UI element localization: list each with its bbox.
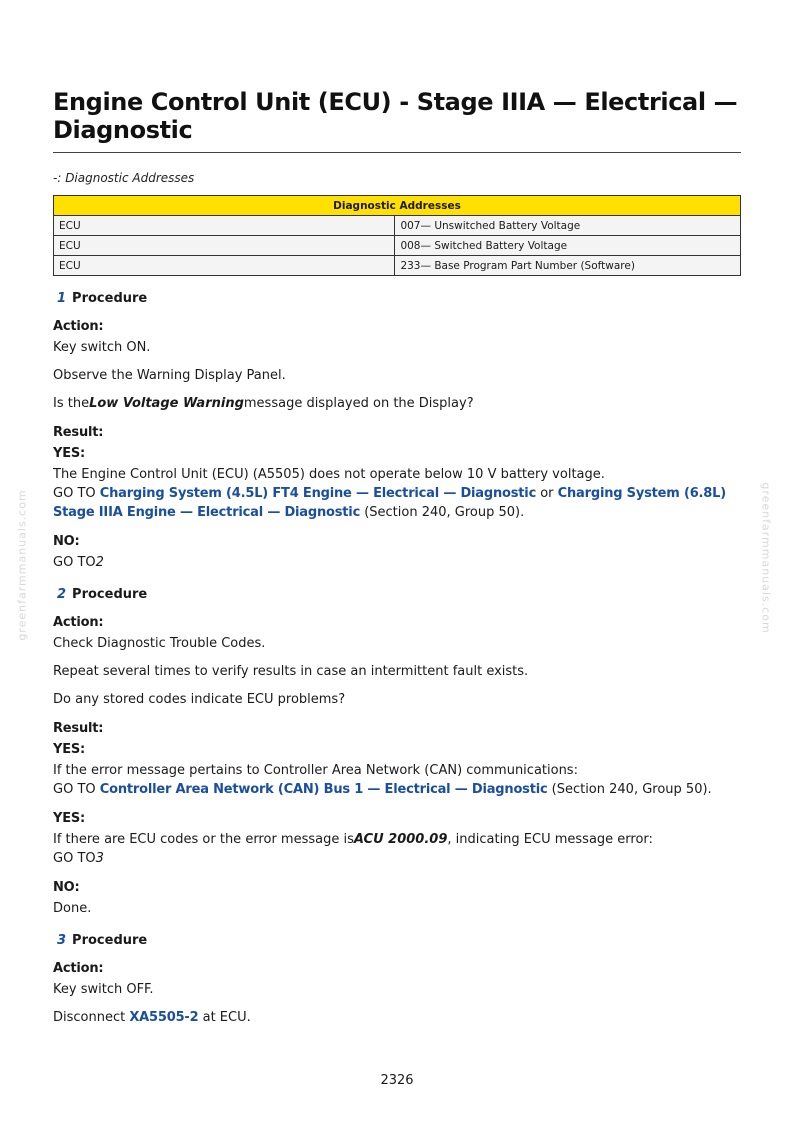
table-row: [54, 216, 741, 236]
result-label: Result:: [53, 425, 104, 440]
error-code-term: ACU 2000.09: [353, 832, 448, 847]
connector-xa5505-2-link[interactable]: XA5505-2: [129, 1010, 199, 1025]
table-row: [54, 256, 741, 276]
action-label: Action:: [53, 615, 104, 630]
step-3-action-1: Key switch OFF.: [53, 982, 154, 997]
page-title-line-1: Engine Control Unit (ECU) - Stage IIIA — Electrical —: [53, 88, 738, 116]
step-1-no-text: [53, 553, 741, 572]
section-subtitle: -: Diagnostic Addresses: [53, 171, 195, 185]
table-cell-address: 233— Base Program Part Number (Software): [395, 256, 741, 276]
diagnostic-addresses-table: [53, 195, 741, 276]
step-2-yes-2-text: [53, 830, 741, 868]
step-2-action-3: Do any stored codes indicate ECU problems?: [53, 692, 346, 707]
table-header: Diagnostic Addresses: [54, 196, 741, 216]
goto-text: GO TO: [53, 486, 100, 501]
step-3-action-2: [53, 1008, 741, 1027]
step-number: 1: [57, 291, 67, 306]
charging-system-6-8l-link[interactable]: Charging System (6.8L) Stage IIIA Engine — Electrical — Diagnostic: [53, 486, 726, 520]
step-2-action-2: Repeat several times to verify results in case an intermittent fault exists.: [53, 664, 529, 679]
yes-label: YES:: [53, 742, 86, 757]
step-1-action-2: Observe the Warning Display Panel.: [53, 368, 286, 383]
no-label: NO:: [53, 534, 80, 549]
step-2-action-1: Check Diagnostic Trouble Codes.: [53, 636, 266, 651]
disconnect-text-tail: at ECU.: [198, 1010, 251, 1025]
table-row: [54, 236, 741, 256]
watermark-right: greenfarmmanuals.com: [759, 482, 773, 634]
step-1-action-1: Key switch ON.: [53, 340, 151, 355]
yes-label: YES:: [53, 811, 86, 826]
step-3-heading: [53, 933, 741, 949]
table-cell-module: ECU: [54, 216, 395, 236]
action-label: Action:: [53, 961, 104, 976]
page-title-line-2: Diagnostic: [53, 116, 193, 144]
table-cell-address: 008— Switched Battery Voltage: [395, 236, 741, 256]
step-1-question: [53, 394, 741, 413]
document-page: [53, 88, 741, 1027]
page-title: [53, 88, 741, 144]
step-2-heading: [53, 587, 741, 603]
action-label: Action:: [53, 319, 104, 334]
watermark-left: greenfarmmanuals.com: [15, 489, 29, 641]
yes-description: The Engine Control Unit (ECU) (A5505) does not operate below 10 V battery voltage.: [53, 467, 605, 482]
table-cell-address: 007— Unswitched Battery Voltage: [395, 216, 741, 236]
section-reference: (Section 240, Group 50).: [547, 782, 712, 797]
yes-description: If the error message pertains to Controller Area Network (CAN) communications:: [53, 763, 578, 778]
question-text-tail: message displayed on the Display?: [243, 396, 474, 411]
yes-label: YES:: [53, 446, 86, 461]
section-reference: (Section 240, Group 50).: [360, 505, 525, 520]
goto-step-target[interactable]: 3: [95, 851, 104, 866]
step-heading-label: Procedure: [72, 291, 148, 306]
step-number: 3: [57, 933, 67, 948]
disconnect-text: Disconnect: [53, 1010, 130, 1025]
table-cell-module: ECU: [54, 236, 395, 256]
step-heading-label: Procedure: [72, 933, 148, 948]
charging-system-4-5l-link[interactable]: Charging System (4.5L) FT4 Engine — Electrical — Diagnostic: [99, 486, 537, 501]
step-1-yes-text: [53, 465, 741, 522]
yes-description-tail: , indicating ECU message error:: [447, 832, 653, 847]
title-divider: [53, 152, 741, 153]
or-text: or: [536, 486, 558, 501]
low-voltage-warning-term: Low Voltage Warning: [89, 396, 244, 411]
goto-text: GO TO: [53, 851, 96, 866]
step-heading-label: Procedure: [72, 587, 148, 602]
yes-description: If there are ECU codes or the error message is: [53, 832, 354, 847]
page-number: 2326: [380, 1073, 414, 1088]
goto-text: GO TO: [53, 555, 96, 570]
question-text: Is the: [53, 396, 90, 411]
step-2-yes-1-text: [53, 761, 741, 799]
no-label: NO:: [53, 880, 80, 895]
can-bus-1-link[interactable]: Controller Area Network (CAN) Bus 1 — Electrical — Diagnostic: [99, 782, 548, 797]
goto-text: GO TO: [53, 782, 100, 797]
table-cell-module: ECU: [54, 256, 395, 276]
step-2-no-text: Done.: [53, 901, 92, 916]
step-number: 2: [57, 587, 67, 602]
step-1-heading: [53, 291, 741, 307]
goto-step-target[interactable]: 2: [95, 555, 104, 570]
result-label: Result:: [53, 721, 104, 736]
